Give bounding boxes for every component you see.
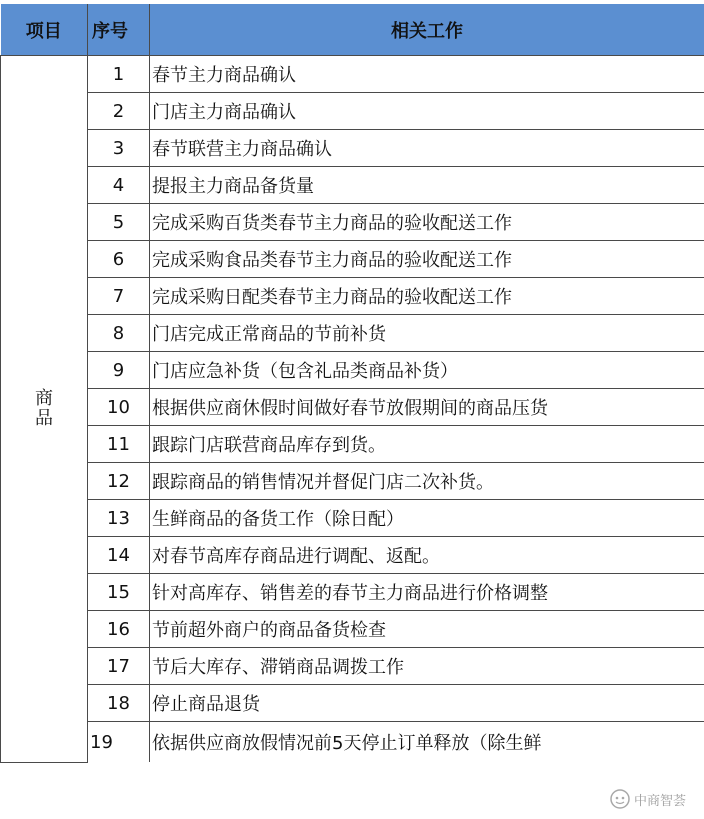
row-number-cell: 10 xyxy=(88,389,150,426)
work-table xyxy=(0,4,704,763)
table-row xyxy=(1,204,704,241)
task-cell: 依据供应商放假情况前5天停止订单释放（除生鲜 xyxy=(150,722,704,763)
row-number-cell: 14 xyxy=(88,537,150,574)
task-cell: 门店完成正常商品的节前补货 xyxy=(150,315,704,352)
table-row xyxy=(1,537,704,574)
row-number-cell: 7 xyxy=(88,278,150,315)
row-number-cell: 13 xyxy=(88,500,150,537)
row-number-cell: 1 xyxy=(88,56,150,93)
table-row xyxy=(1,648,704,685)
task-cell: 生鲜商品的备货工作（除日配） xyxy=(150,500,704,537)
task-cell: 对春节高库存商品进行调配、返配。 xyxy=(150,537,704,574)
row-number-cell: 8 xyxy=(88,315,150,352)
task-cell: 节前超外商户的商品备货检查 xyxy=(150,611,704,648)
row-number-cell: 15 xyxy=(88,574,150,611)
header-category: 项目 xyxy=(1,4,88,56)
task-cell: 春节联营主力商品确认 xyxy=(150,130,704,167)
row-number-cell: 18 xyxy=(88,685,150,722)
wechat-official-account-icon xyxy=(610,789,630,809)
header-work: 相关工作 xyxy=(150,4,704,56)
row-number-cell: 11 xyxy=(88,426,150,463)
task-cell: 针对高库存、销售差的春节主力商品进行价格调整 xyxy=(150,574,704,611)
task-cell: 春节主力商品确认 xyxy=(150,56,704,93)
table-row xyxy=(1,167,704,204)
table-row xyxy=(1,574,704,611)
task-cell: 跟踪商品的销售情况并督促门店二次补货。 xyxy=(150,463,704,500)
row-number-cell: 6 xyxy=(88,241,150,278)
task-cell: 完成采购百货类春节主力商品的验收配送工作 xyxy=(150,204,704,241)
table-row xyxy=(1,685,704,722)
category-label: 商品 xyxy=(35,387,53,429)
table-body xyxy=(1,56,704,763)
row-number-cell: 19 xyxy=(88,722,150,763)
table-row xyxy=(1,130,704,167)
row-number-cell: 16 xyxy=(88,611,150,648)
table-row xyxy=(1,611,704,648)
table-row xyxy=(1,352,704,389)
table-row xyxy=(1,278,704,315)
table-row xyxy=(1,93,704,130)
task-cell: 完成采购食品类春节主力商品的验收配送工作 xyxy=(150,241,704,278)
watermark-text: 中商智荟 xyxy=(633,793,686,809)
row-number-cell: 17 xyxy=(88,648,150,685)
table-row xyxy=(1,56,704,93)
task-cell: 门店应急补货（包含礼品类商品补货） xyxy=(150,352,704,389)
row-number-cell: 2 xyxy=(88,93,150,130)
table-header-row xyxy=(1,4,704,56)
category-cell xyxy=(1,56,88,763)
task-cell: 停止商品退货 xyxy=(150,685,704,722)
task-cell: 根据供应商休假时间做好春节放假期间的商品压货 xyxy=(150,389,704,426)
table-row xyxy=(1,463,704,500)
row-number-cell: 9 xyxy=(88,352,150,389)
header-number: 序号 xyxy=(88,4,150,56)
table-row xyxy=(1,389,704,426)
task-cell: 完成采购日配类春节主力商品的验收配送工作 xyxy=(150,278,704,315)
row-number-cell: 5 xyxy=(88,204,150,241)
table-row xyxy=(1,500,704,537)
table-row xyxy=(1,315,704,352)
task-cell: 提报主力商品备货量 xyxy=(150,167,704,204)
table-row xyxy=(1,241,704,278)
task-cell: 节后大库存、滞销商品调拨工作 xyxy=(150,648,704,685)
watermark xyxy=(610,789,686,809)
table-row xyxy=(1,722,704,763)
task-cell: 门店主力商品确认 xyxy=(150,93,704,130)
row-number-cell: 4 xyxy=(88,167,150,204)
table-row xyxy=(1,426,704,463)
row-number-cell: 12 xyxy=(88,463,150,500)
task-cell: 跟踪门店联营商品库存到货。 xyxy=(150,426,704,463)
row-number-cell: 3 xyxy=(88,130,150,167)
